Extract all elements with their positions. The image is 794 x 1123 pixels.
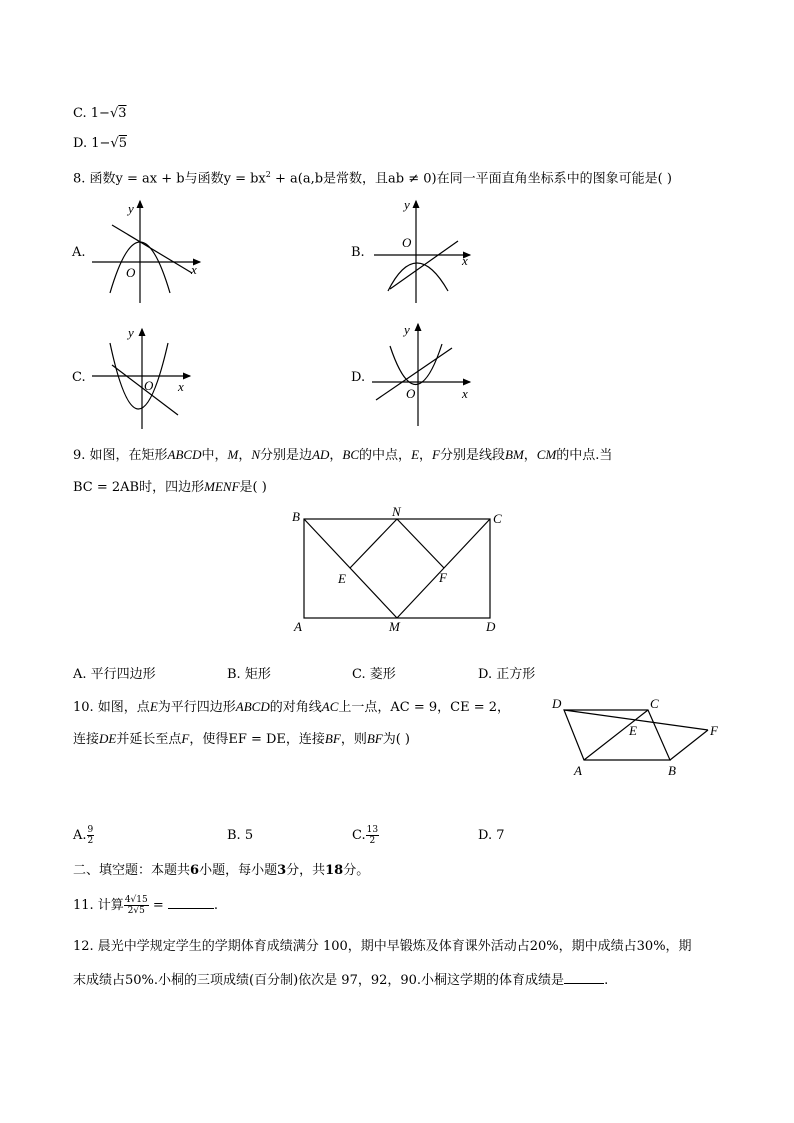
point-n-label: N (392, 504, 401, 519)
origin-label: O (402, 235, 412, 250)
y-axis-label: y (404, 322, 410, 337)
q12-line2: 末成绩占50%.小桐的三项成绩(百分制)依次是 97，92，90.小桐这学期的体育成绩是 . (73, 973, 609, 988)
q7-option-d: D. 1−√5 (73, 136, 127, 151)
q10-option-c: C. $\frac{13}{2}$ (352, 825, 379, 846)
q7-option-c: C. 1−√3 (73, 106, 127, 121)
q12-line1: 12. 晨光中学规定学生的学期体育成绩满分 100，期中早锻炼及体育课外活动占20%，期中成绩占30%，期 (73, 939, 692, 954)
q8-graph-d (370, 320, 480, 428)
q10-stem-line1: 10. 如图，点E为平行四边形ABCD的对角线AC上一点，AC = 9，CE = 2， (73, 699, 511, 715)
q10-stem-line2: 连接DE并延长至点F，使得EF = DE，连接BF，则BF为( ) (73, 731, 410, 747)
origin-label: O (126, 265, 136, 280)
point-d-label: D (552, 696, 562, 711)
q10-option-a: A. $\frac{9}{2}$ (73, 825, 94, 846)
q9-figure (288, 505, 508, 635)
point-a-label: A (294, 619, 302, 634)
point-e-label: E (338, 571, 346, 586)
q9-option-a: A. 平行四边形 (73, 667, 156, 682)
q10-option-d: D. 7 (478, 828, 505, 843)
q10-figure (548, 694, 728, 784)
q9-option-d: D. 正方形 (478, 667, 536, 682)
q9-option-c: C. 菱形 (352, 667, 396, 682)
q9-option-b: B. 矩形 (227, 667, 271, 682)
x-axis-label: x (462, 386, 468, 401)
point-a-label: A (574, 763, 582, 778)
point-m-label: M (389, 619, 400, 634)
q8-label-d: D. (351, 370, 366, 385)
point-f-label: F (439, 570, 447, 585)
q11-stem: 11. 计算 $\frac{4√15}{2√5}$ = . (73, 895, 219, 916)
q8-label-a: A. (72, 245, 86, 260)
origin-label: O (144, 378, 154, 393)
q8-stem: 8. 函数y = ax + b与函数$y = bx^2 + a(a,b$是常数，且ab ≠ 0)在同一平面直角坐标系中的图象可能是( ) (73, 170, 672, 187)
q9-stem-line2: BC = 2AB时，四边形MENF是( ) (73, 479, 267, 495)
q8-label-c: C. (72, 370, 86, 385)
q8-label-b: B. (351, 245, 365, 260)
point-b-label: B (668, 763, 676, 778)
q8-graph-c (90, 325, 200, 430)
q8-graph-a (90, 195, 210, 305)
q8-graph-b (370, 195, 480, 305)
origin-label: O (406, 386, 416, 401)
q10-option-b: B. 5 (227, 828, 254, 843)
point-f-label: F (710, 723, 718, 738)
q9-stem-line1: 9. 如图，在矩形ABCD中，M，N分别是边AD，BC的中点，E，F分别是线段BM，CM的中点.当 (73, 447, 613, 463)
section-heading: 二、填空题：本题共6小题，每小题3分，共18分。 (73, 863, 370, 878)
y-axis-label: y (128, 201, 134, 216)
x-axis-label: x (462, 253, 468, 268)
answer-blank (168, 896, 214, 909)
point-b-label: B (292, 509, 300, 524)
point-c-label: C (493, 511, 502, 526)
y-axis-label: y (128, 325, 134, 340)
point-e-label: E (629, 723, 637, 738)
x-axis-label: x (178, 379, 184, 394)
answer-blank (564, 971, 604, 984)
point-d-label: D (486, 619, 496, 634)
y-axis-label: y (404, 197, 410, 212)
point-c-label: C (650, 696, 659, 711)
x-axis-label: x (191, 262, 197, 277)
